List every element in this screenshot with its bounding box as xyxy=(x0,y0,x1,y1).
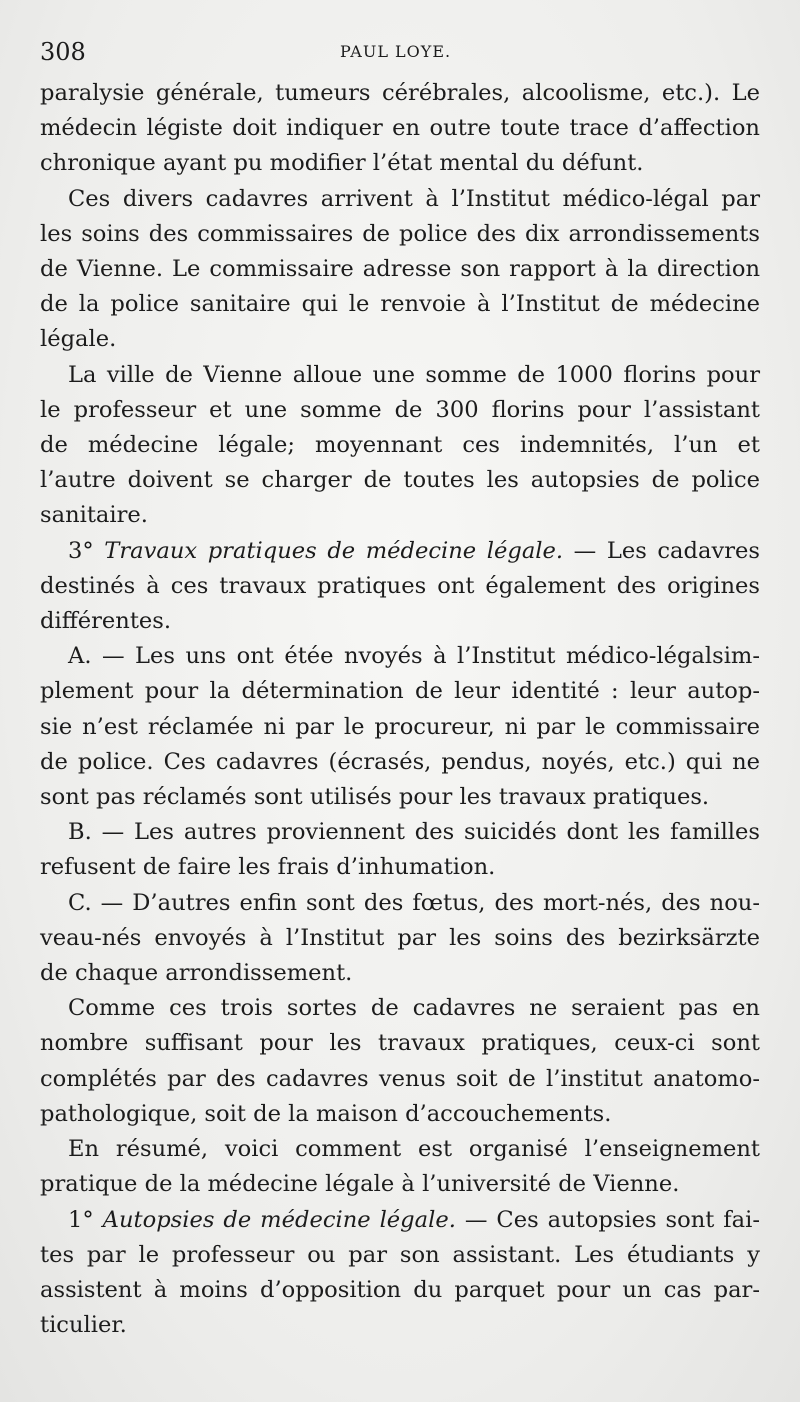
section-lead-text: — Les cadavres xyxy=(573,537,760,564)
section-number: 3° xyxy=(68,537,94,564)
section-number: 1° xyxy=(68,1206,94,1233)
text-line: tes par le professeur ou par son assistant. Les étudiants y xyxy=(40,1241,760,1268)
text-line: C. — D’autres enfin sont des fœtus, des mort-nés, des nou- xyxy=(68,889,760,916)
text-line: légale. xyxy=(40,326,117,353)
text-line: sanitaire. xyxy=(40,502,148,529)
section-heading-line xyxy=(40,1203,760,1238)
text-line: de chaque arrondissement. xyxy=(40,960,353,987)
text-line: Comme ces trois sortes de cadavres ne seraient pas en xyxy=(68,995,760,1022)
section-heading-line xyxy=(40,534,760,569)
text-line: chronique ayant pu modifier l’état mental du défunt. xyxy=(40,150,644,177)
text-line: pathologique, soit de la maison d’accouchements. xyxy=(40,1100,612,1127)
text-line: de Vienne. Le commissaire adresse son rapport à la direction xyxy=(40,256,760,283)
text-line: assistent à moins d’opposition du parquet pour un cas par- xyxy=(40,1276,760,1303)
text-line: La ville de Vienne alloue une somme de 1000 florins pour xyxy=(68,361,760,388)
text-line: paralysie générale, tumeurs cérébrales, alcoolisme, etc.). Le xyxy=(40,80,760,106)
text-line: sont pas réclamés sont utilisés pour les travaux pratiques. xyxy=(40,784,710,811)
section-lead-text: — Ces autopsies sont fai- xyxy=(464,1206,761,1233)
text-line: B. — Les autres proviennent des suicidés dont les familles xyxy=(68,819,760,846)
running-head: PAUL LOYE. xyxy=(340,42,452,61)
text-line: l’autre doivent se charger de toutes les autopsies de police xyxy=(40,467,760,494)
text-line: complétés par des cadavres venus soit de l’institut anatomo- xyxy=(40,1065,760,1092)
text-line: A. — Les uns ont étée nvoyés à l’Institut médico-légalsim- xyxy=(68,643,760,670)
text-line: En résumé, voici comment est organisé l’enseignement xyxy=(68,1136,760,1163)
section-title: Travaux pratiques de médecine légale. xyxy=(104,537,564,564)
text-line: destinés à ces travaux pratiques ont également des origines xyxy=(40,572,760,599)
section-title: Autopsies de médecine légale. xyxy=(102,1206,456,1233)
text-line: de la police sanitaire qui le renvoie à l’Institut de médecine xyxy=(40,291,760,318)
text-line: sie n’est réclamée ni par le procureur, ni par le commissaire xyxy=(40,713,760,740)
text-line: ticulier. xyxy=(40,1312,127,1339)
text-line: de police. Ces cadavres (écrasés, pendus, noyés, etc.) qui ne xyxy=(40,748,760,775)
text-line: nombre suffisant pour les travaux pratiques, ceux-ci sont xyxy=(40,1030,760,1057)
text-line: de médecine légale; moyennant ces indemnités, l’un et xyxy=(40,432,760,459)
page-number: 308 xyxy=(40,38,86,66)
text-line: refusent de faire les frais d’inhumation. xyxy=(40,854,496,881)
text-line: plement pour la détermination de leur identité : leur autop- xyxy=(40,678,760,705)
body-text xyxy=(40,76,760,1343)
text-line: les soins des commissaires de police des dix arrondissements xyxy=(40,220,760,247)
text-line: Ces divers cadavres arrivent à l’Institut médico-légal par xyxy=(68,185,760,212)
text-line: pratique de la médecine légale à l’université de Vienne. xyxy=(40,1171,680,1198)
text-line: différentes. xyxy=(40,608,172,635)
text-line: médecin légiste doit indiquer en outre toute trace d’affection xyxy=(40,115,760,142)
text-line: veau-nés envoyés à l’Institut par les soins des bezirksärzte xyxy=(40,924,760,951)
page-header xyxy=(40,30,760,70)
text-line: le professeur et une somme de 300 florins pour l’assistant xyxy=(40,396,760,423)
